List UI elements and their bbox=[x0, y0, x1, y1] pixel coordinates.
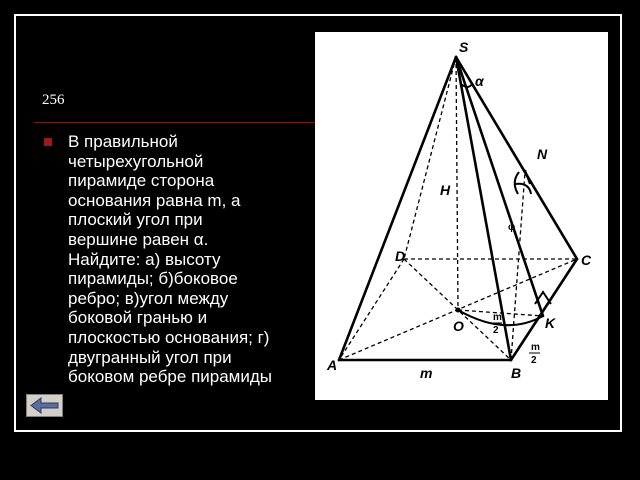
label-A: A bbox=[327, 357, 338, 373]
edge-SK bbox=[456, 57, 543, 316]
point-O bbox=[456, 308, 461, 313]
label-m-half-a-numerator: m bbox=[493, 312, 502, 323]
label-C: C bbox=[581, 252, 592, 268]
problem-statement: В правильной четырехугольной пирамиде сторона основания равна m, а плоский угол при вершине равен α. Найдите: а) высоту пирамиды; б)боковое ребро; в)угол между боковой гранью и плоскостью основания; г) двугранный угол при боковом ребре пирамиды bbox=[68, 132, 272, 387]
label-m: m bbox=[420, 365, 433, 381]
edge-SD bbox=[404, 57, 456, 259]
label-O: O bbox=[453, 318, 464, 334]
bullet-square-icon bbox=[44, 138, 52, 146]
title-divider bbox=[34, 122, 316, 123]
label-B: B bbox=[511, 365, 522, 381]
label-m-half-b-denominator: 2 bbox=[531, 355, 537, 366]
dihedral-mark-top bbox=[515, 170, 530, 194]
label-H: H bbox=[440, 182, 451, 198]
label-K: K bbox=[545, 315, 556, 331]
label-alpha: α bbox=[475, 73, 484, 89]
label-D: D bbox=[395, 248, 406, 264]
segment-B-to-SC bbox=[511, 172, 525, 360]
edge-SA bbox=[339, 57, 456, 360]
label-m-half-b-numerator: m bbox=[531, 342, 540, 353]
slide-number: 256 bbox=[42, 92, 65, 108]
pyramid-svg bbox=[315, 32, 608, 400]
pyramid-diagram bbox=[315, 32, 608, 400]
back-arrow-icon bbox=[27, 395, 62, 416]
label-m-half-a-denominator: 2 bbox=[493, 325, 499, 336]
label-phi: φ bbox=[508, 222, 516, 233]
back-button[interactable] bbox=[26, 394, 63, 417]
height-SO bbox=[456, 57, 458, 310]
edge-BC bbox=[511, 259, 577, 360]
label-S: S bbox=[459, 39, 469, 55]
label-N: N bbox=[537, 146, 548, 162]
